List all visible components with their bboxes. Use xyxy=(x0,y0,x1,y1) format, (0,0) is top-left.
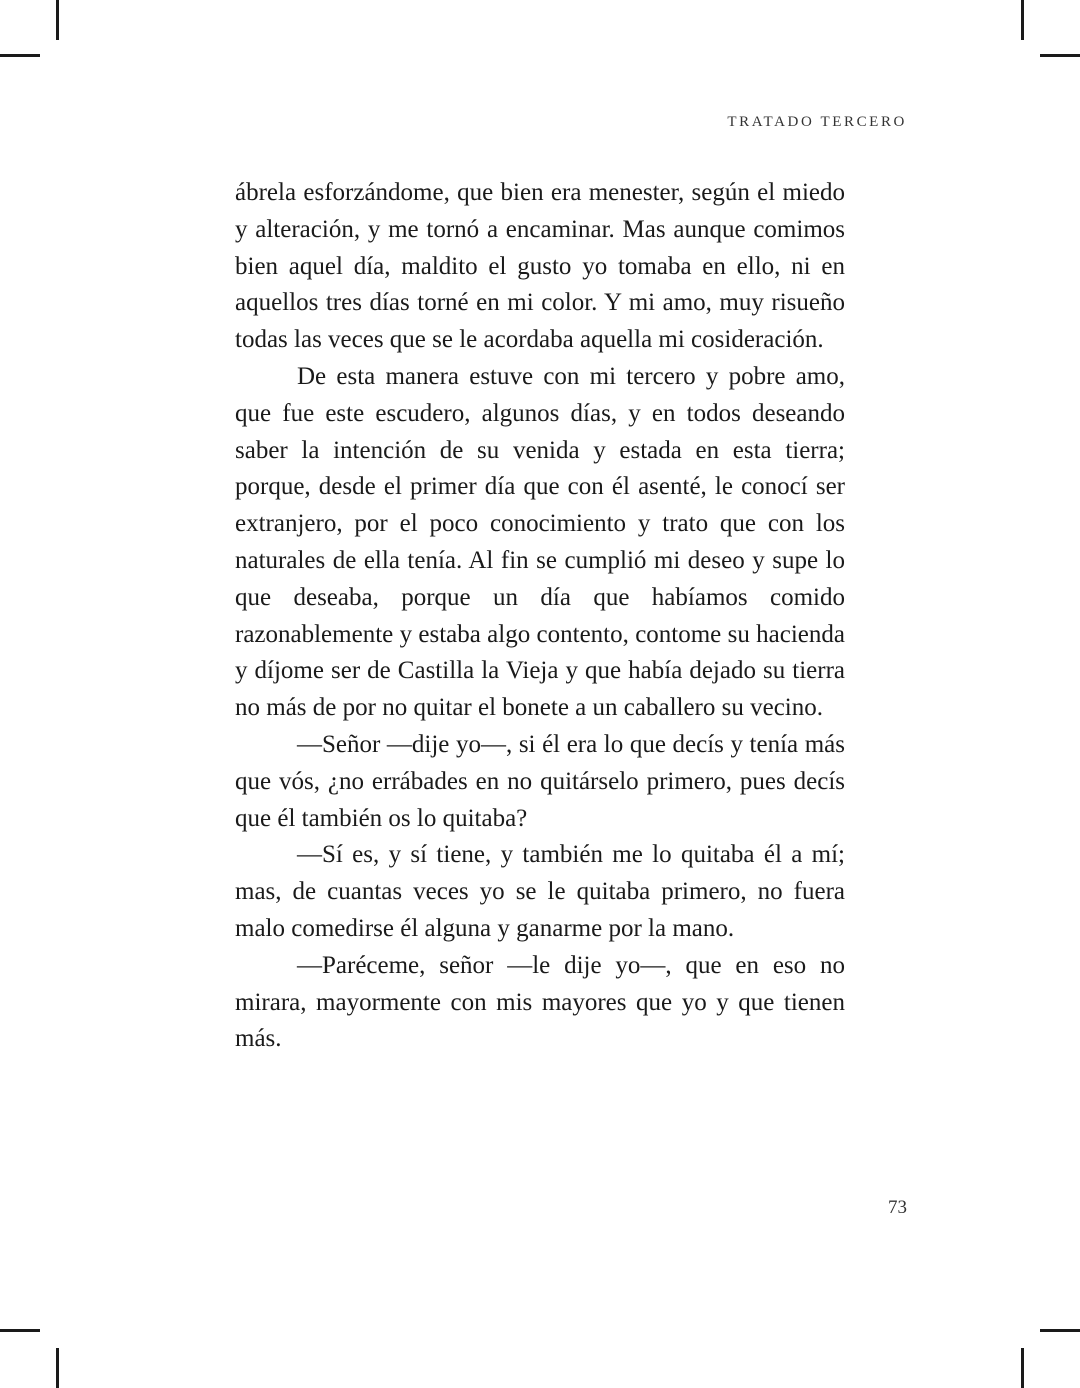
page-number: 73 xyxy=(888,1197,907,1218)
crop-mark-top-left-horizontal xyxy=(0,54,40,57)
crop-mark-bottom-right-vertical xyxy=(1021,1348,1024,1388)
crop-mark-bottom-left-vertical xyxy=(56,1348,59,1388)
running-head: TRATADO TERCERO xyxy=(727,114,907,130)
crop-mark-top-right-vertical xyxy=(1021,0,1024,40)
crop-mark-top-left-vertical xyxy=(56,0,59,40)
paragraph: —Sí es, y sí tiene, y también me lo quitaba él a mí; mas, de cuantas veces yo se le quitaba primero, no fuera malo comedirse él alguna y ganarme por la mano. xyxy=(235,841,845,942)
paragraph: —Paréceme, señor —le dije yo—, que en eso no mirara, mayormente con mis mayores que yo y que tienen más. xyxy=(235,951,845,1053)
body-text xyxy=(235,175,845,1058)
paragraph: —Señor —dije yo—, si él era lo que decís y tenía más que vós, ¿no errábades en no quitárselo primero, pues decís que él también os lo quitaba? xyxy=(235,730,845,832)
paragraph: ábrela esforzándome, que bien era menester, según el miedo y alteración, y me tornó a encaminar. Mas aunque comimos bien aquel día, maldito el gusto yo tomaba en ello, ni en aquellos tres días torné en mi color. Y mi amo, muy risueño todas las veces que se le acordaba aquella mi cosideración. xyxy=(235,179,845,354)
crop-mark-bottom-right-horizontal xyxy=(1040,1329,1080,1332)
crop-mark-top-right-horizontal xyxy=(1040,54,1080,57)
paragraph: De esta manera estuve con mi tercero y pobre amo, que fue este escudero, algunos días, y en todos deseando saber la intención de su venida y estada en esta tierra; porque, desde el primer día que con él asenté, le conocí ser extranjero, por el poco conocimiento y trato que con los naturales de ella tenía. Al fin se cumplió mi deseo y supe lo que deseaba, porque un día que habíamos comido razonablemente y estaba algo contento, contome su hacienda y díjome ser de Castilla la Vieja y que había dejado su tierra no más de por no quitar el bonete a un caballero su vecino. xyxy=(235,362,845,722)
crop-mark-bottom-left-horizontal xyxy=(0,1329,40,1332)
